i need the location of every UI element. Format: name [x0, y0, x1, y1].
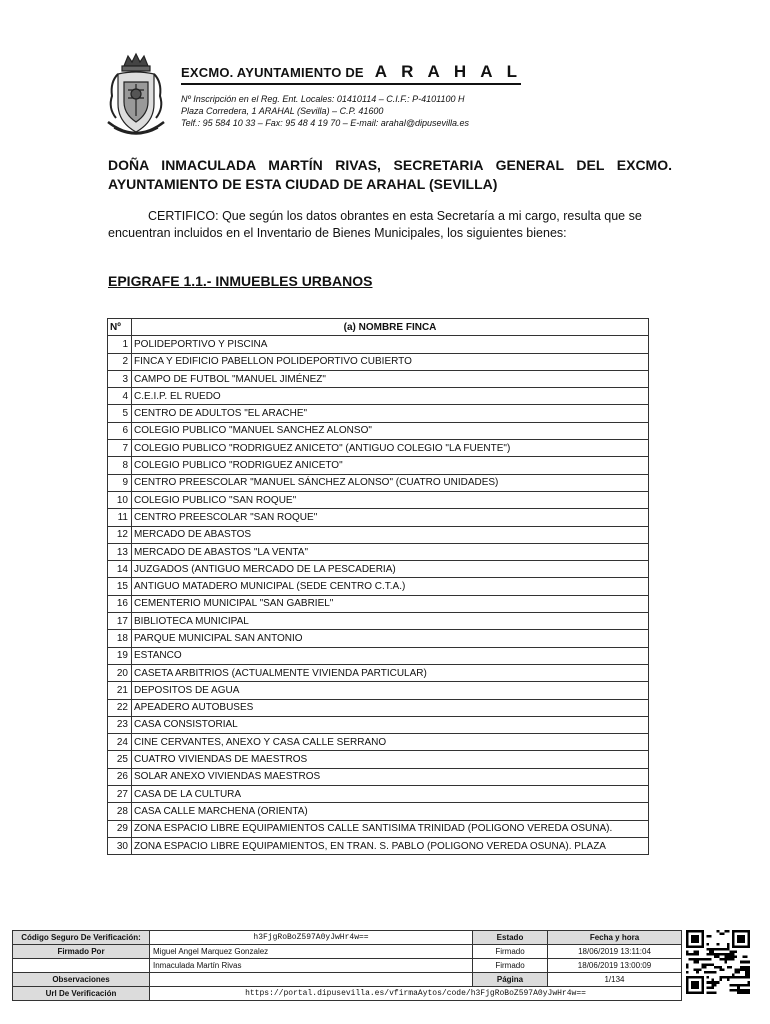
page-value: 1/134	[548, 973, 682, 987]
row-number: 24	[108, 734, 132, 751]
row-property-name: DEPOSITOS DE AGUA	[132, 682, 649, 699]
row-property-name: CENTRO PREESCOLAR "SAN ROQUE"	[132, 509, 649, 526]
table-row	[108, 388, 649, 405]
row-property-name: MERCADO DE ABASTOS "LA VENTA"	[132, 543, 649, 560]
table-row	[108, 543, 649, 560]
url-label: Url De Verificación	[13, 987, 150, 1001]
row-property-name: MERCADO DE ABASTOS	[132, 526, 649, 543]
row-number: 18	[108, 630, 132, 647]
table-row	[108, 457, 649, 474]
row-property-name: FINCA Y EDIFICIO PABELLON POLIDEPORTIVO CUBIERTO	[132, 353, 649, 370]
signer-date: 18/06/2019 13:00:09	[548, 959, 682, 973]
document-heading: DOÑA INMACULADA MARTÍN RIVAS, SECRETARIA GENERAL DEL EXCMO. AYUNTAMIENTO DE ESTA CIUDAD DE ARAHAL (SEVILLA)	[108, 157, 672, 192]
row-property-name: CUATRO VIVIENDAS DE MAESTROS	[132, 751, 649, 768]
row-number: 2	[108, 353, 132, 370]
row-number: 6	[108, 422, 132, 439]
table-row	[108, 820, 649, 837]
table-row	[108, 336, 649, 353]
table-row	[108, 509, 649, 526]
certify-paragraph: CERTIFICO: Que según los datos obrantes en esta Secretaría a mi cargo, resulta que se encuentran incluidos en el Inventario de Bienes Municipales, los siguientes bienes:	[108, 209, 642, 240]
observations-value	[150, 973, 473, 987]
signer-name: Miguel Angel Marquez Gonzalez	[150, 945, 473, 959]
row-property-name: CASETA ARBITRIOS (ACTUALMENTE VIVIENDA PARTICULAR)	[132, 664, 649, 681]
table-row	[108, 526, 649, 543]
page-label: Página	[473, 973, 548, 987]
signer-date: 18/06/2019 13:11:04	[548, 945, 682, 959]
table-row	[108, 595, 649, 612]
observations-label: Observaciones	[13, 973, 150, 987]
estado-header: Estado	[473, 931, 548, 945]
row-number: 7	[108, 440, 132, 457]
table-row	[108, 370, 649, 387]
row-number: 26	[108, 768, 132, 785]
row-property-name: ZONA ESPACIO LIBRE EQUIPAMIENTOS, EN TRAN. S. PABLO (POLIGONO VEREDA OSUNA). PLAZA	[132, 837, 649, 854]
row-property-name: CASA DE LA CULTURA	[132, 786, 649, 803]
table-row	[108, 699, 649, 716]
row-number: 28	[108, 803, 132, 820]
address-line: Plaza Corredera, 1 ARAHAL (Sevilla) – C.P. 41600	[181, 106, 384, 116]
signer-status: Firmado	[473, 945, 548, 959]
signature-footer	[12, 930, 682, 1001]
row-number: 30	[108, 837, 132, 854]
registry-line: Nº Inscripción en el Reg. Ent. Locales: 01410114 – C.I.F.: P-4101100 H	[181, 94, 465, 104]
row-number: 11	[108, 509, 132, 526]
row-property-name: POLIDEPORTIVO Y PISCINA	[132, 336, 649, 353]
row-number: 17	[108, 613, 132, 630]
table-row	[108, 682, 649, 699]
verification-table	[12, 930, 682, 1001]
table-row	[108, 440, 649, 457]
table-row	[108, 405, 649, 422]
institution-title	[181, 62, 522, 82]
table-row	[108, 751, 649, 768]
row-property-name: ESTANCO	[132, 647, 649, 664]
table-row	[108, 768, 649, 785]
row-property-name: CASA CONSISTORIAL	[132, 716, 649, 733]
signed-by-label: Firmado Por	[13, 945, 150, 959]
row-property-name: PARQUE MUNICIPAL SAN ANTONIO	[132, 630, 649, 647]
table-row	[108, 491, 649, 508]
contact-line: Telf.: 95 584 10 33 – Fax: 95 48 4 19 70 – E-mail: arahal@dipusevilla.es	[181, 118, 469, 128]
row-property-name: APEADERO AUTOBUSES	[132, 699, 649, 716]
row-property-name: COLEGIO PUBLICO "RODRIGUEZ ANICETO"	[132, 457, 649, 474]
row-property-name: C.E.I.P. EL RUEDO	[132, 388, 649, 405]
row-property-name: ANTIGUO MATADERO MUNICIPAL (SEDE CENTRO C.T.A.)	[132, 578, 649, 595]
row-property-name: JUZGADOS (ANTIGUO MERCADO DE LA PESCADERIA)	[132, 561, 649, 578]
inventory-table	[107, 318, 649, 855]
csv-value: h3FjgRoBoZ597A0yJwHr4w==	[150, 931, 473, 945]
row-number: 4	[108, 388, 132, 405]
table-row	[108, 630, 649, 647]
signer-status: Firmado	[473, 959, 548, 973]
table-row	[108, 561, 649, 578]
town-name: A R A H A L	[374, 62, 522, 81]
row-number: 10	[108, 491, 132, 508]
row-number: 29	[108, 820, 132, 837]
institution-name: EXCMO. AYUNTAMIENTO DE	[181, 65, 364, 80]
fecha-header: Fecha y hora	[548, 931, 682, 945]
row-property-name: ZONA ESPACIO LIBRE EQUIPAMIENTOS CALLE SANTISIMA TRINIDAD (POLIGONO VEREDA OSUNA).	[132, 820, 649, 837]
row-property-name: CENTRO PREESCOLAR "MANUEL SÁNCHEZ ALONSO" (CUATRO UNIDADES)	[132, 474, 649, 491]
column-header-number: Nº	[108, 319, 132, 336]
coat-of-arms-icon	[104, 52, 168, 138]
row-number: 20	[108, 664, 132, 681]
table-row	[108, 353, 649, 370]
row-property-name: COLEGIO PUBLICO "RODRIGUEZ ANICETO" (ANTIGUO COLEGIO "LA FUENTE")	[132, 440, 649, 457]
table-row	[108, 647, 649, 664]
column-header-name: (a) NOMBRE FINCA	[132, 319, 649, 336]
qr-code-icon	[686, 930, 750, 994]
row-number: 25	[108, 751, 132, 768]
row-property-name: CENTRO DE ADULTOS "EL ARACHE"	[132, 405, 649, 422]
row-property-name: COLEGIO PUBLICO "MANUEL SANCHEZ ALONSO"	[132, 422, 649, 439]
row-property-name: SOLAR ANEXO VIVIENDAS MAESTROS	[132, 768, 649, 785]
row-property-name: CEMENTERIO MUNICIPAL "SAN GABRIEL"	[132, 595, 649, 612]
row-number: 5	[108, 405, 132, 422]
row-number: 1	[108, 336, 132, 353]
row-property-name: CINE CERVANTES, ANEXO Y CASA CALLE SERRANO	[132, 734, 649, 751]
row-number: 3	[108, 370, 132, 387]
row-number: 23	[108, 716, 132, 733]
row-number: 12	[108, 526, 132, 543]
row-number: 27	[108, 786, 132, 803]
row-number: 8	[108, 457, 132, 474]
row-number: 19	[108, 647, 132, 664]
row-property-name: BIBLIOTECA MUNICIPAL	[132, 613, 649, 630]
csv-label: Código Seguro De Verificación:	[13, 931, 150, 945]
row-number: 22	[108, 699, 132, 716]
row-number: 21	[108, 682, 132, 699]
table-row	[108, 786, 649, 803]
table-row	[108, 422, 649, 439]
row-number: 14	[108, 561, 132, 578]
verification-url[interactable]: https://portal.dipusevilla.es/vfirmaAytos/code/h3FjgRoBoZ597A0yJwHr4w==	[150, 987, 682, 1001]
row-property-name: CASA CALLE MARCHENA (ORIENTA)	[132, 803, 649, 820]
table-header-row	[108, 319, 649, 336]
header-divider	[181, 83, 521, 85]
table-row	[108, 734, 649, 751]
table-row	[108, 803, 649, 820]
inventory-table-body	[108, 336, 649, 855]
table-row	[108, 837, 649, 854]
row-number: 16	[108, 595, 132, 612]
row-number: 9	[108, 474, 132, 491]
row-property-name: CAMPO DE FUTBOL "MANUEL JIMÉNEZ"	[132, 370, 649, 387]
row-number: 13	[108, 543, 132, 560]
row-number: 15	[108, 578, 132, 595]
table-row	[108, 578, 649, 595]
section-title: EPIGRAFE 1.1.- INMUEBLES URBANOS	[108, 273, 373, 289]
row-property-name: COLEGIO PUBLICO "SAN ROQUE"	[132, 491, 649, 508]
signer-name: Inmaculada Martín Rivas	[150, 959, 473, 973]
table-row	[108, 664, 649, 681]
table-row	[108, 613, 649, 630]
table-row	[108, 474, 649, 491]
table-row	[108, 716, 649, 733]
